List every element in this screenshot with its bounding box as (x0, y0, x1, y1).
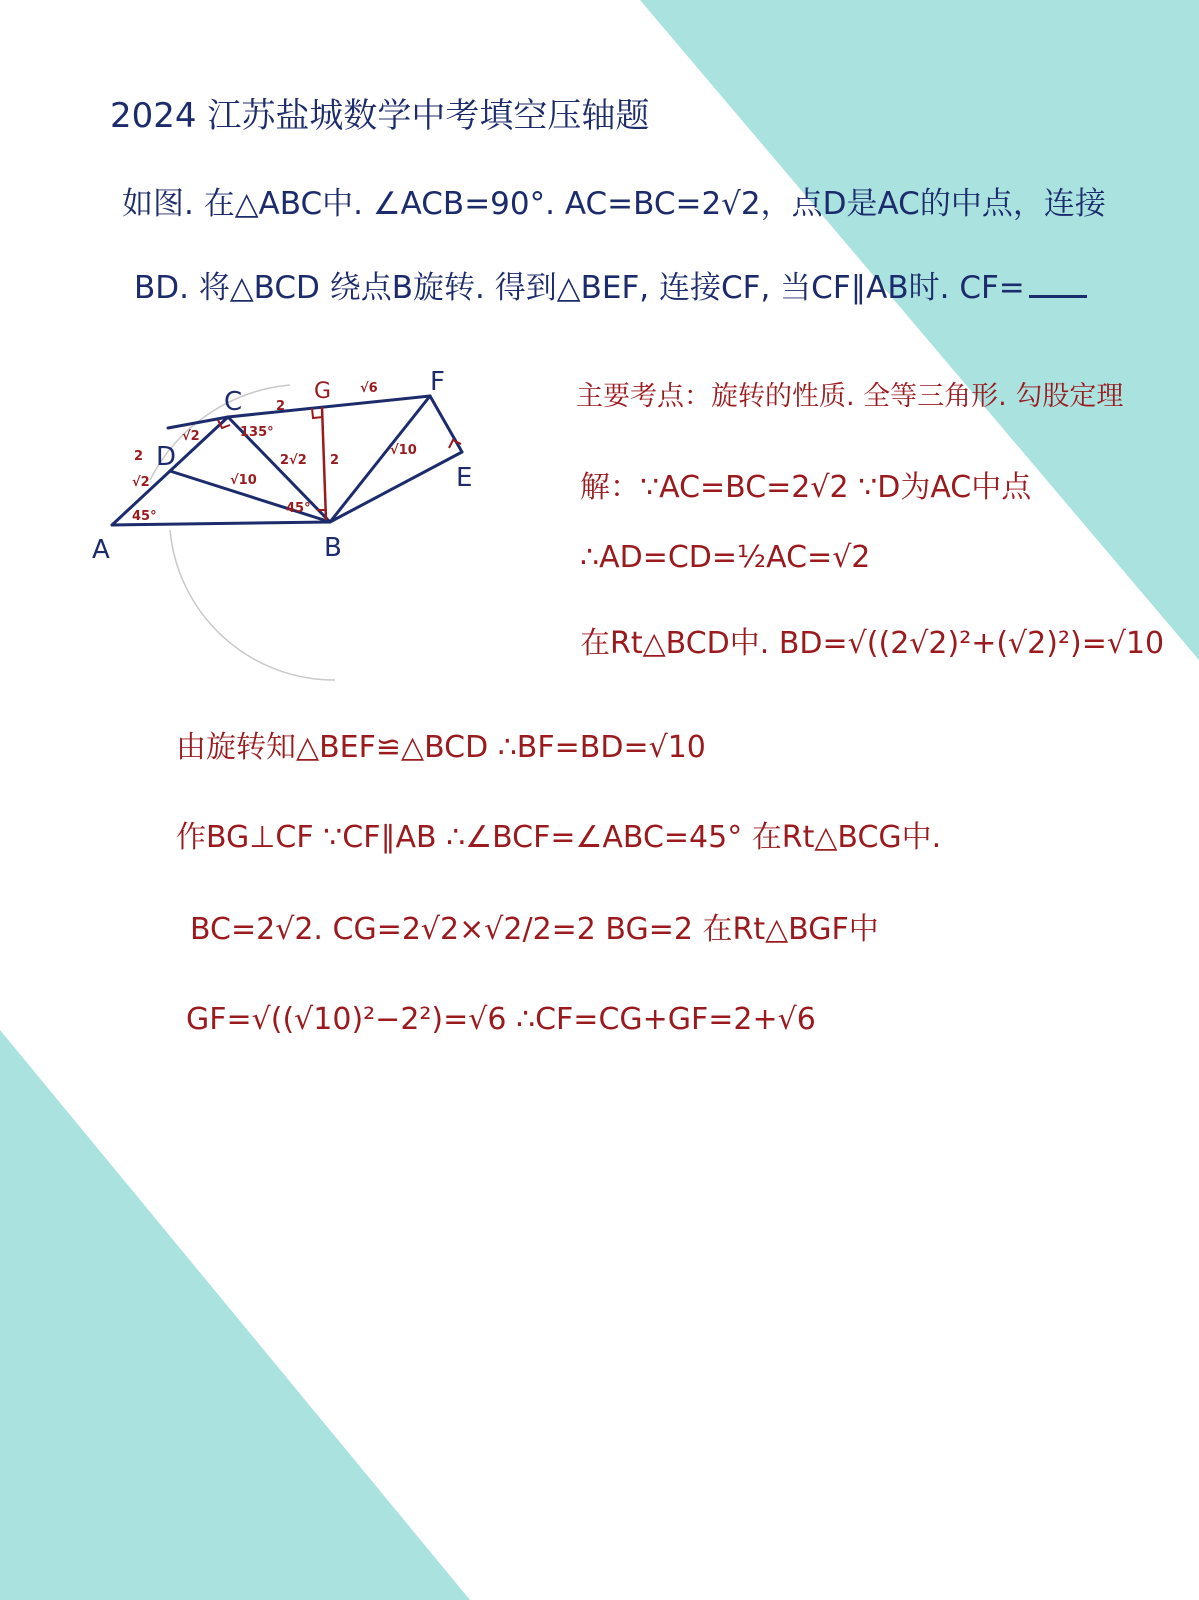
question-line-1: 如图. 在△ABC中. ∠ACB=90°. AC=BC=2√2，点D是AC的中点，连接 (122, 186, 1106, 222)
solution-line-4: 由旋转知△BEF≌△BCD ∴BF=BD=√10 (176, 730, 706, 765)
solution-line-6: BC=2√2. CG=2√2×√2/2=2 BG=2 在Rt△BGF中 (190, 912, 879, 947)
page-title: 2024 江苏盐城数学中考填空压轴题 (110, 96, 650, 136)
label-BF: √10 (390, 443, 417, 458)
solution-line-3: 在Rt△BCD中. BD=√((2√2)²+(√2)²)=√10 (580, 626, 1165, 661)
segment-FB (330, 396, 430, 522)
point-E-label: E (456, 463, 473, 493)
solution-line-7: GF=√((√10)²−2²)=√6 ∴CF=CG+GF=2+√6 (186, 1002, 816, 1037)
solution-line-5: 作BG⊥CF ∵CF∥AB ∴∠BCF=∠ABC=45° 在Rt△BCG中. (176, 820, 942, 855)
angle-C-label: 135° (240, 425, 274, 440)
question-line-2-text: BD. 将△BCD 绕点B旋转. 得到△BEF, 连接CF, 当CF∥AB时. CF= (134, 270, 1025, 306)
label-BG: 2 (330, 453, 340, 468)
point-G-label: G (314, 379, 332, 404)
angle-A-label: 45° (132, 509, 157, 524)
key-points: 主要考点：旋转的性质. 全等三角形. 勾股定理 (576, 381, 1124, 412)
label-BC: 2√2 (280, 453, 307, 468)
label-BD: √10 (230, 473, 257, 488)
rotation-arc (170, 530, 335, 680)
label-CG: 2 (276, 399, 286, 414)
solution-line-2: ∴AD=CD=½AC=√2 (580, 540, 871, 575)
solution-line-1: 解：∵AC=BC=2√2 ∵D为AC中点 (580, 470, 1032, 505)
answer-blank (1029, 273, 1087, 298)
segment-BG (322, 407, 326, 520)
geometry-figure (90, 360, 510, 690)
question-line-2 (134, 262, 1087, 307)
label-AD-top: 2 (134, 449, 144, 464)
point-D-label: D (156, 442, 177, 472)
segment-EB (330, 452, 462, 522)
point-B-label: B (324, 533, 342, 563)
label-AD: √2 (132, 475, 150, 490)
segment-FE (430, 396, 462, 452)
label-GF: √6 (360, 381, 378, 396)
point-F-label: F (430, 367, 445, 397)
angle-B-label: 45° (286, 501, 311, 516)
point-A-label: A (92, 535, 110, 565)
label-DC: √2 (182, 429, 200, 444)
point-C-label: C (224, 387, 243, 417)
